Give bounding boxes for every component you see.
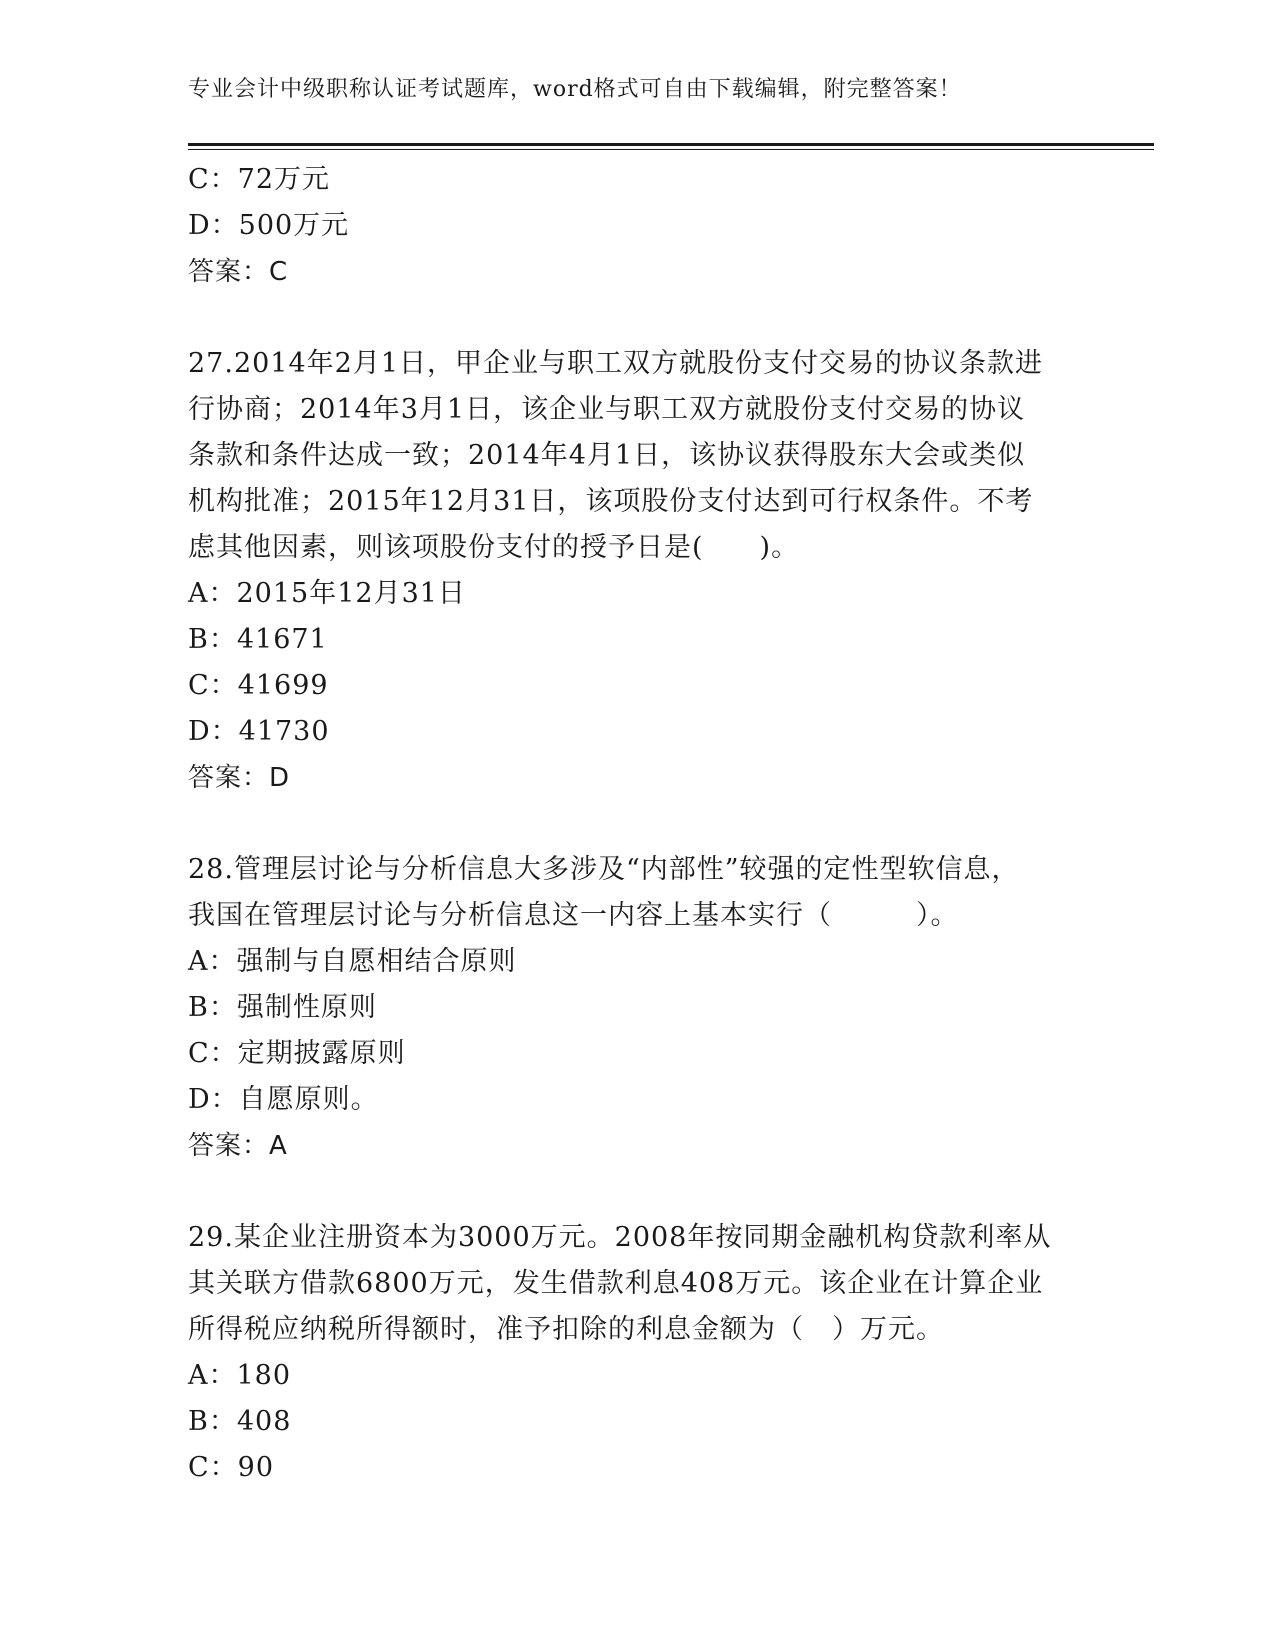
question-28	[188, 847, 1088, 1169]
question-stem-line: 我国在管理层讨论与分析信息这一内容上基本实行（ ）。	[188, 900, 959, 931]
question-stem-line: 条款和条件达成一致；2014年4月1日，该协议获得股东大会或类似	[188, 440, 1026, 471]
header-rule-thick	[188, 143, 1154, 146]
option-item: B：41671	[188, 624, 328, 655]
option-item: A：2015年12月31日	[188, 578, 466, 609]
option-item: C：定期披露原则	[188, 1038, 406, 1069]
question-stem-line: 其关联方借款6800万元，发生借款利息408万元。该企业在计算企业	[188, 1268, 1044, 1299]
question-29	[188, 1215, 1088, 1491]
question-content	[188, 157, 1088, 1491]
option-item: D：500万元	[188, 210, 350, 241]
option-item: C：41699	[188, 670, 329, 701]
question-stem-line: 29.某企业注册资本为3000万元。2008年按同期金融机构贷款利率从	[188, 1222, 1052, 1253]
option-item: A：强制与自愿相结合原则	[188, 946, 517, 977]
answer-line: 答案：C	[188, 257, 289, 287]
question-stem-line: 虑其他因素，则该项股份支付的授予日是( )。	[188, 532, 800, 563]
answer-line: 答案：A	[188, 1131, 288, 1161]
question-stem-line: 机构批准；2015年12月31日，该项股份支付达到可行权条件。不考	[188, 486, 1034, 517]
answer-line: 答案：D	[188, 763, 291, 793]
option-item: B：强制性原则	[188, 992, 377, 1023]
question-stem-line: 行协商；2014年3月1日，该企业与职工双方就股份支付交易的协议	[188, 394, 1026, 425]
question-stem-line: 所得税应纳税所得额时，准予扣除的利息金额为（ ）万元。	[188, 1314, 944, 1345]
option-item: B：408	[188, 1406, 292, 1437]
page-header: 专业会计中级职称认证考试题库，word格式可自由下载编辑，附完整答案！	[188, 77, 962, 102]
option-item: C：72万元	[188, 164, 331, 195]
header-rule-thin	[188, 149, 1154, 150]
question-stem-line: 27.2014年2月1日，甲企业与职工双方就股份支付交易的协议条款进	[188, 348, 1044, 379]
option-item: A：180	[188, 1360, 292, 1391]
option-item: C：90	[188, 1452, 275, 1483]
option-item: D：41730	[188, 716, 330, 747]
option-item: D：自愿原则。	[188, 1084, 379, 1115]
question-stem-line: 28.管理层讨论与分析信息大多涉及“内部性”较强的定性型软信息，	[188, 854, 1020, 885]
question-27	[188, 341, 1088, 801]
